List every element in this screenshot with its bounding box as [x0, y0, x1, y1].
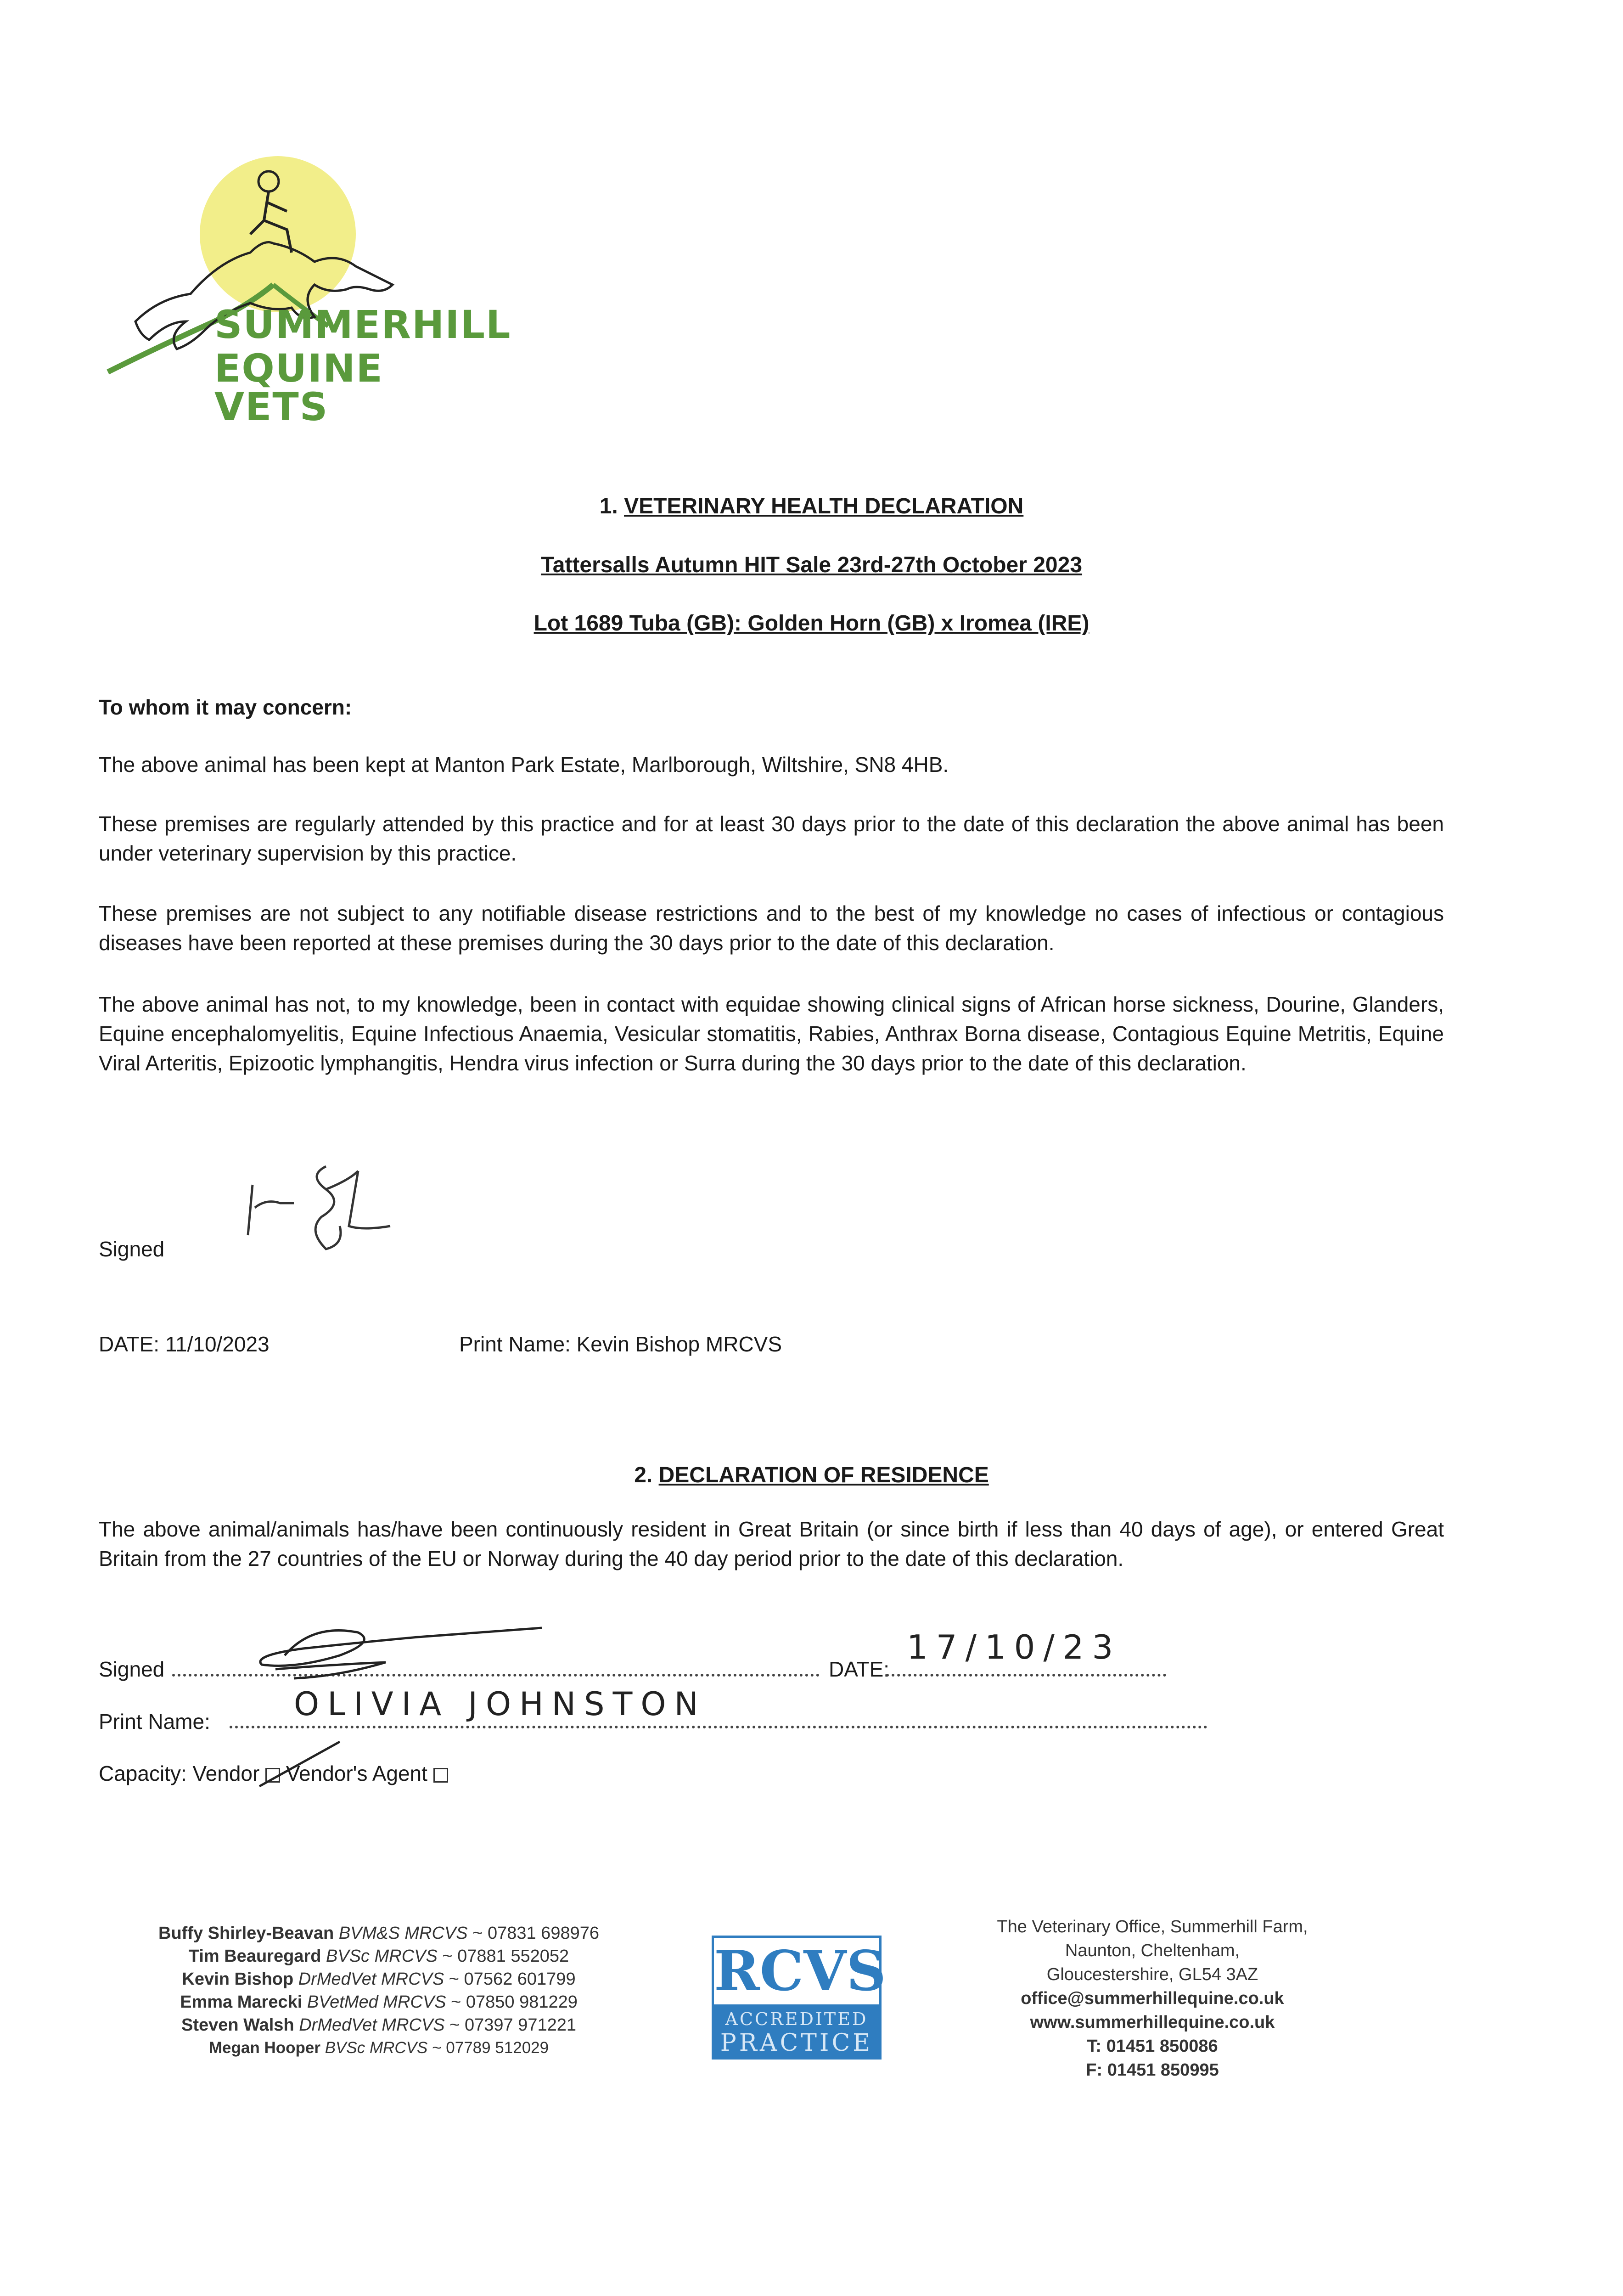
paragraph-premises: The above animal has been kept at Manton Park Estate, Marlborough, Wiltshire, SN8 4HB.: [99, 753, 949, 777]
capacity-label: Capacity:: [99, 1761, 187, 1785]
address-line: Gloucestershire, GL54 3AZ: [1046, 1965, 1258, 1984]
staff-name: Kevin Bishop: [182, 1970, 294, 1989]
staff-row: [119, 1991, 638, 2014]
section1-number: 1.: [599, 494, 618, 518]
staff-quals: BVSc MRCVS: [326, 1947, 438, 1966]
logo-text-line1: SUMMERHILL: [214, 302, 511, 347]
staff-phone: ~ 07562 601799: [449, 1970, 576, 1989]
paragraph-contact: The above animal has not, to my knowledge, been in contact with equidae showing clinical signs of African horse sickness, Dourine, Glanders, Equine encephalomyelitis, Equine Infectious Anaemia, Vesicular stomatitis, Rabies, Anthrax Borna disease, Contagious Equine Metritis, Equine Viral Arteritis, Epizootic lymphangitis, Hendra virus infection or Surra during the 30 days prior to the date of this declaration.: [99, 992, 1444, 1075]
paragraph-supervision: These premises are regularly attended by this practice and for at least 30 days prior to the date of this declaration the above animal has been under veterinary supervision by this practice.: [99, 812, 1444, 865]
salutation: To whom it may concern:: [99, 695, 352, 719]
staff-row: [119, 2014, 638, 2037]
vendor-print-label: Print Name:: [99, 1710, 210, 1733]
staff-list: [119, 1922, 638, 2060]
staff-name: Buffy Shirley-Beavan: [158, 1924, 334, 1943]
capacity-vendors-agent: Vendor's Agent: [286, 1761, 427, 1785]
vendor-tick-mark: [257, 1738, 344, 1789]
section2-number: 2.: [634, 1463, 653, 1487]
section1-title: VETERINARY HEALTH DECLARATION: [624, 494, 1024, 518]
sale-title-text: Tattersalls Autumn HIT Sale 23rd-27th October 2023: [540, 553, 1083, 577]
staff-quals: DrMedVet MRCVS: [299, 2015, 445, 2035]
logo-text-line2: EQUINE VETS: [214, 346, 383, 429]
staff-phone: ~ 07881 552052: [442, 1947, 569, 1966]
vendor-date-label: DATE:: [829, 1657, 890, 1681]
email-link[interactable]: office@summerhillequine.co.uk: [1021, 1989, 1284, 2008]
section2-heading: [0, 1463, 1623, 1488]
vendor-signature: [248, 1605, 551, 1688]
staff-name: Steven Walsh: [181, 2015, 294, 2035]
staff-phone: ~ 07789 512029: [432, 2039, 549, 2057]
staff-name: Tim Beauregard: [188, 1947, 321, 1966]
paragraph-restrictions: These premises are not subject to any notifiable disease restrictions and to the best of my knowledge no cases of infectious or contagious diseases have been reported at these premises during the 30 days prior to the date of this declaration.: [99, 901, 1444, 955]
vendor-date-handwritten: 17/10/23: [907, 1628, 1122, 1666]
vet-signature: [239, 1157, 432, 1263]
staff-phone: ~ 07831 698976: [472, 1924, 599, 1943]
lot-title-text: Lot 1689 Tuba (GB): Golden Horn (GB) x Iromea (IRE): [534, 611, 1089, 636]
website-link[interactable]: www.summerhillequine.co.uk: [1030, 2013, 1275, 2032]
vet-signed-label: Signed: [99, 1237, 165, 1261]
staff-row: [119, 1922, 638, 1945]
staff-name: Emma Marecki: [180, 1992, 303, 2012]
staff-row: [119, 1945, 638, 1968]
staff-phone: ~ 07397 971221: [449, 2015, 576, 2035]
rcvs-practice-text: PRACTICE: [720, 2029, 873, 2057]
practice-logo: [99, 147, 511, 429]
telephone: T: 01451 850086: [1087, 2037, 1218, 2056]
vendor-signed-label: Signed: [99, 1657, 165, 1681]
staff-row: [119, 2037, 638, 2060]
rcvs-logo-text: RCVS: [712, 1936, 882, 2004]
paragraph-residence: The above animal/animals has/have been continuously resident in Great Britain (or since birth if less than 40 days of age), or entered Great Britain from the 27 countries of the EU or Norway during the 40 day period prior to the date of this declaration.: [99, 1517, 1444, 1570]
staff-phone: ~ 07850 981229: [451, 1992, 578, 2012]
staff-quals: DrMedVet MRCVS: [298, 1970, 444, 1989]
fax: F: 01451 850995: [1086, 2060, 1219, 2080]
staff-quals: BVM&S MRCVS: [338, 1924, 468, 1943]
staff-quals: BVSc MRCVS: [325, 2039, 428, 2057]
section2-title: DECLARATION OF RESIDENCE: [658, 1463, 989, 1487]
practice-address-block: [946, 1915, 1359, 2082]
section1-heading: [0, 494, 1623, 519]
staff-quals: BVetMed MRCVS: [307, 1992, 446, 2012]
rcvs-accredited-band: [712, 2004, 882, 2060]
sale-title: [0, 552, 1623, 578]
vendor-print-handwritten: OLIVIA JOHNSTON: [294, 1685, 707, 1723]
vet-print-name: Print Name: Kevin Bishop MRCVS: [459, 1332, 782, 1356]
address-line: Naunton, Cheltenham,: [1065, 1941, 1240, 1960]
vendors-agent-checkbox[interactable]: [433, 1768, 448, 1783]
rcvs-accredited-badge: [712, 1936, 886, 2060]
capacity-vendor: Vendor: [192, 1761, 260, 1785]
rcvs-accredited-text: ACCREDITED: [725, 2009, 868, 2029]
staff-name: Megan Hooper: [208, 2039, 320, 2057]
address-line: The Veterinary Office, Summerhill Farm,: [997, 1917, 1308, 1936]
vet-date: DATE: 11/10/2023: [99, 1332, 270, 1356]
staff-row: [119, 1968, 638, 1991]
lot-title: [0, 611, 1623, 636]
